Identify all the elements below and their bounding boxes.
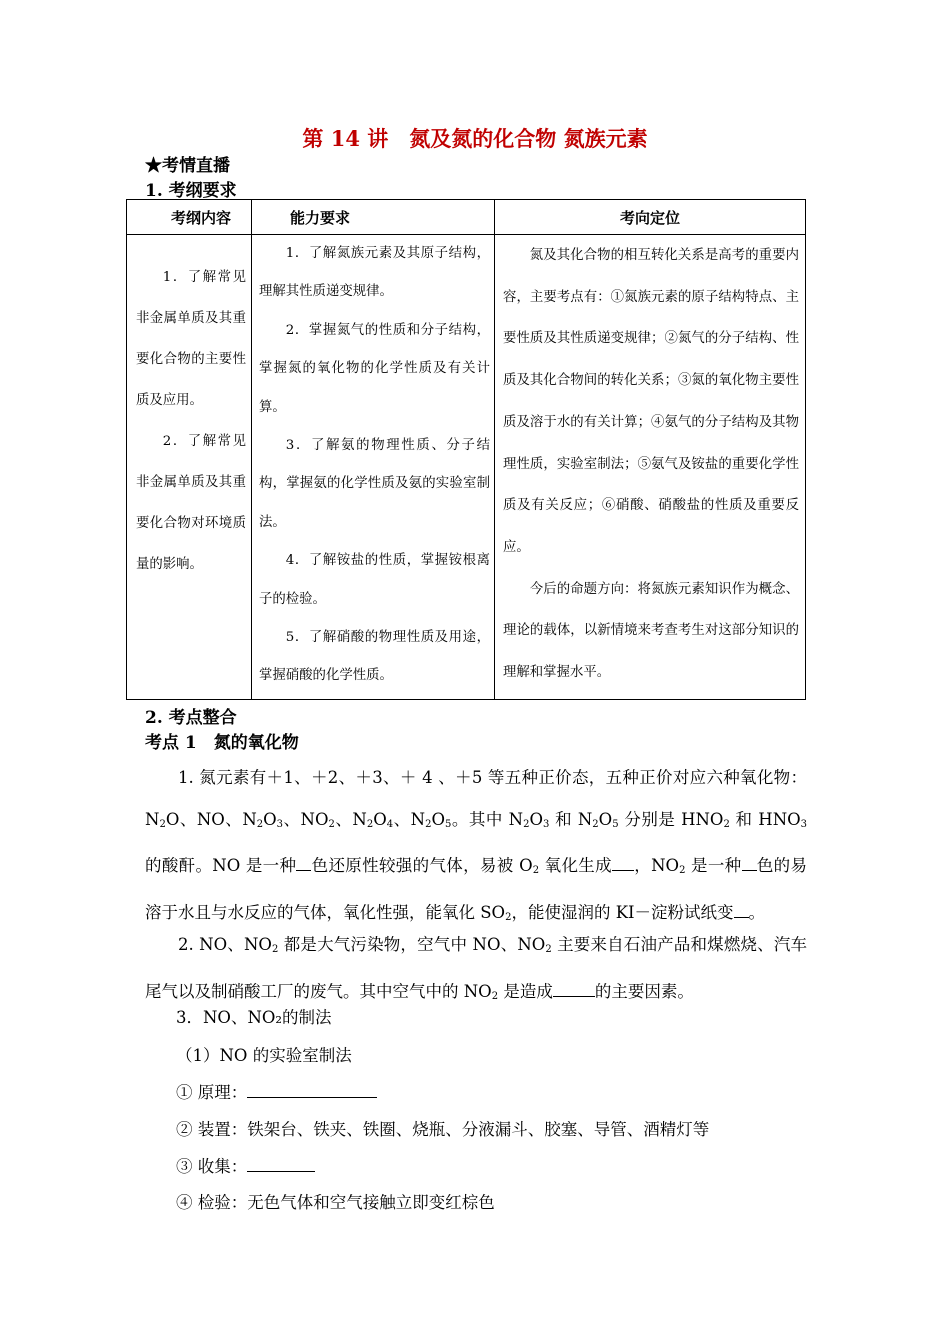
apparatus-line: ② 装置：铁架台、铁夹、铁圈、烧瓶、分液漏斗、胶塞、导管、酒精灯等 xyxy=(176,1120,710,1139)
paragraph-nitrogen-oxides: 1. 氮元素有＋1、＋2、＋3、＋ 4 、＋5 等五种正价态，五种正价对应六种氧化物：$N_2O$、NO、$N_2O_3$、$NO_2$、$N_2O_4$、$N_2O_5$。其中 $N_2O_3$ 和 $N_2O_5$ 分别是 $HNO_2$ 和 $HNO_3$ 的酸酐。NO 是一种 色还原性较强的气体，易被 $O_2$ 氧化生成 ，$NO_2$ 是一种 色的易溶于水且与水反应的气体，氧化性强，能氧化 $SO_2$，能使湿润的 KI－淀粉试纸变 。 xyxy=(145,768,808,924)
syllabus-item: 1．了解常见非金属单质及其重要化合物的主要性质及应用。 xyxy=(136,270,246,408)
collection-line xyxy=(176,1153,315,1177)
page-title: 第 14 讲 氮及氮的化合物 氮族元素 xyxy=(302,126,648,151)
ability-item: 5．了解硝酸的物理性质及用途，掌握硝酸的化学性质。 xyxy=(259,630,490,684)
orientation-paragraph: 氮及其化合物的相互转化关系是高考的重要内容，主要考点有：①氮族元素的原子结构特点、主要性质及其性质递变规律；②氮气的分子结构、性质及其化合物间的转化关系；③氮的氧化物主要性质及溶于水的有关计算；④氨气的分子结构及其物理性质，实验室制法；⑤氨气及铵盐的重要化学性质及有关反应；⑥硝酸、硝酸盐的性质及重要反应。 xyxy=(503,248,799,555)
header-orientation: 考向定位 xyxy=(495,200,806,235)
table-header-row xyxy=(127,200,806,235)
paragraph-pollution: 2. NO、$NO_2$ 都是大气污染物，空气中 NO、$NO_2$ 主要来自石油产品和煤燃烧、汽车尾气以及制硝酸工厂的废气。其中空气中的 $NO_2$ 是造成 的主要因素。 xyxy=(145,935,808,1002)
ability-item: 1．了解氮族元素及其原子结构，理解其性质递变规律。 xyxy=(259,246,490,300)
section-1-heading: 1. 考纲要求 xyxy=(145,181,237,201)
syllabus-table xyxy=(126,199,806,700)
ability-item: 3．了解氨的物理性质、分子结构，掌握氨的化学性质及氨的实验室制法。 xyxy=(259,438,490,530)
ability-item: 4．了解铵盐的性质，掌握铵根离子的检验。 xyxy=(259,553,490,607)
principle-line xyxy=(176,1079,377,1103)
header-syllabus: 考纲内容 xyxy=(127,200,252,235)
header-ability: 能力要求 xyxy=(252,200,495,235)
table-row xyxy=(127,235,806,700)
syllabus-cell xyxy=(127,235,252,700)
ability-cell xyxy=(252,235,495,700)
collection-blank xyxy=(247,1157,315,1172)
collection-label: ③ 收集： xyxy=(176,1157,248,1176)
ability-item: 2．掌握氮气的性质和分子结构，掌握氮的氧化物的化学性质及有关计算。 xyxy=(259,322,490,415)
kaodian-1-heading: 考点 1 氮的氧化物 xyxy=(145,733,299,753)
principle-blank xyxy=(247,1083,377,1098)
orientation-paragraph: 今后的命题方向：将氮族元素知识作为概念、理论的载体，以新情境来考查考生对这部分知识的理解和掌握水平。 xyxy=(503,581,799,681)
preparation-heading: 3．NO、NO₂的制法 xyxy=(176,1008,332,1027)
orientation-cell xyxy=(495,235,806,700)
no-lab-preparation: （1）NO 的实验室制法 xyxy=(176,1046,352,1065)
test-line: ④ 检验：无色气体和空气接触立即变红棕色 xyxy=(176,1193,495,1212)
section-star-heading: ★考情直播 xyxy=(145,156,230,176)
syllabus-item: 2．了解常见非金属单质及其重要化合物对环境质量的影响。 xyxy=(136,434,246,572)
section-2-heading: 2. 考点整合 xyxy=(145,708,237,728)
principle-label: ① 原理： xyxy=(176,1083,248,1102)
